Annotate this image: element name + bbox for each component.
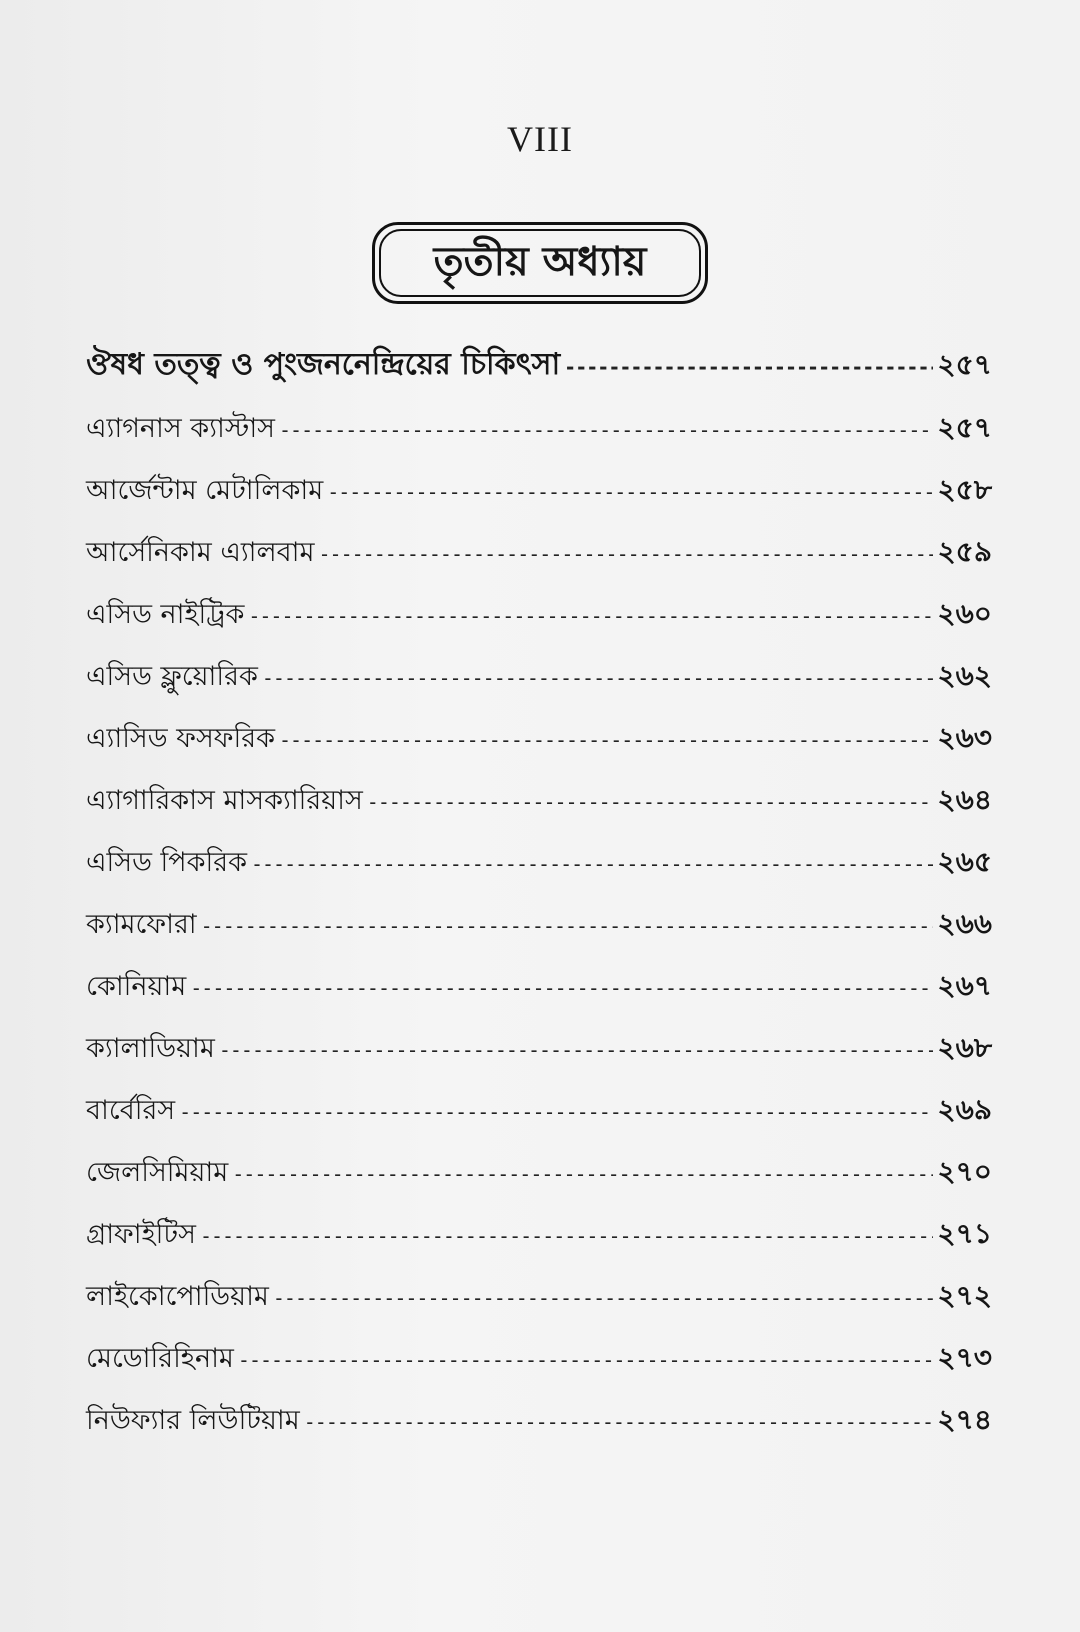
toc-row — [86, 406, 992, 468]
toc-entry-page: ২৭৩ — [937, 1341, 992, 1374]
toc-entry-page: ২৫৯ — [937, 535, 992, 568]
toc-leader — [279, 728, 933, 752]
toc-entry-label: এসিড পিকরিক — [86, 847, 247, 878]
toc-entry-page: ২৬৪ — [937, 783, 992, 816]
toc-row — [86, 1274, 992, 1336]
toc-row — [86, 902, 992, 964]
toc-leader — [564, 355, 933, 379]
toc-row — [86, 1150, 992, 1212]
toc-entry-page: ২৭০ — [937, 1155, 992, 1188]
toc-leader — [367, 790, 934, 814]
toc-entry-label: জেলসিমিয়াম — [86, 1157, 229, 1188]
toc-entry-page: ২৭১ — [937, 1217, 992, 1250]
toc-row — [86, 1212, 992, 1274]
toc-row — [86, 840, 992, 902]
toc-entry-label: এসিড ফ্লুয়োরিক — [86, 661, 258, 692]
toc-row — [86, 1088, 992, 1150]
toc-leader — [273, 1286, 933, 1310]
toc-entry-page: ২৬৫ — [937, 845, 992, 878]
toc-row — [86, 1398, 992, 1460]
toc-row — [86, 654, 992, 716]
toc-entry-page: ২৫৮ — [937, 473, 992, 506]
toc-row — [86, 1026, 992, 1088]
toc-leader — [179, 1100, 933, 1124]
toc-entry-page: ২৬৩ — [937, 721, 992, 754]
toc-leader — [327, 480, 933, 504]
toc-entry-label: মেডোরিহিনাম — [86, 1343, 234, 1374]
toc-entry-label: লাইকোপোডিয়াম — [86, 1281, 269, 1312]
toc-leader — [248, 604, 933, 628]
page-number: VIII — [507, 119, 573, 159]
toc-row — [86, 468, 992, 530]
toc-leader — [318, 542, 933, 566]
toc-row — [86, 964, 992, 1026]
toc-row — [86, 778, 992, 840]
toc-entry-page: ২৫৭ — [937, 348, 992, 381]
toc-entry-label: এ্যাগনাস ক্যাস্টাস — [86, 413, 275, 444]
chapter-title: তৃতীয় অধ্যায় — [433, 238, 647, 285]
toc-entry-label: গ্রাফাইটিস — [86, 1219, 196, 1250]
toc-entry-label: ক্যামফোরা — [86, 909, 197, 940]
toc-leader — [279, 418, 933, 442]
toc-entry-label: এ্যাগারিকাস মাসক্যারিয়াস — [86, 785, 363, 816]
toc-entry-label: আর্সেনিকাম এ্যালবাম — [86, 537, 315, 568]
toc-entry-page: ২৬৬ — [937, 907, 992, 940]
toc-leader — [232, 1162, 933, 1186]
toc-entry-label: এসিড নাইট্রিক — [86, 599, 245, 630]
toc-leader — [190, 976, 933, 1000]
chapter-title-frame — [372, 222, 708, 304]
toc-leader — [219, 1038, 934, 1062]
toc-entry-label: বার্বেরিস — [86, 1095, 176, 1126]
toc-entry-page: ২৫৭ — [937, 411, 992, 444]
toc-row — [86, 716, 992, 778]
table-of-contents — [86, 340, 992, 1460]
toc-leader — [304, 1410, 934, 1434]
toc-entry-page: ২৬৭ — [937, 969, 992, 1002]
toc-row — [86, 1336, 992, 1398]
toc-entry-page: ২৭২ — [937, 1279, 992, 1312]
toc-entry-page: ২৬০ — [937, 597, 992, 630]
toc-entry-page: ২৬২ — [937, 659, 992, 692]
toc-entry-page: ২৬৯ — [937, 1093, 992, 1126]
toc-entry-page: ২৭৪ — [937, 1403, 992, 1436]
toc-entry-label: আর্জেন্টাম মেটালিকাম — [86, 475, 324, 506]
toc-leader — [200, 1224, 933, 1248]
toc-leader — [262, 666, 934, 690]
toc-heading-row — [86, 340, 992, 406]
toc-entry-page: ২৬৮ — [937, 1031, 992, 1064]
toc-row — [86, 530, 992, 592]
toc-row — [86, 592, 992, 654]
toc-leader — [238, 1348, 933, 1372]
toc-leader — [251, 852, 933, 876]
toc-entry-label: এ্যাসিড ফসফরিক — [86, 723, 275, 754]
toc-entry-label: কোনিয়াম — [86, 971, 187, 1002]
toc-entry-label: ক্যালাডিয়াম — [86, 1033, 215, 1064]
toc-entry-label: নিউফ্যার লিউটিয়াম — [86, 1405, 300, 1436]
toc-entry-label: ঔষধ তত্ত্ব ও পুংজননেন্দ্রিয়ের চিকিৎসা — [86, 347, 561, 382]
toc-leader — [201, 914, 934, 938]
